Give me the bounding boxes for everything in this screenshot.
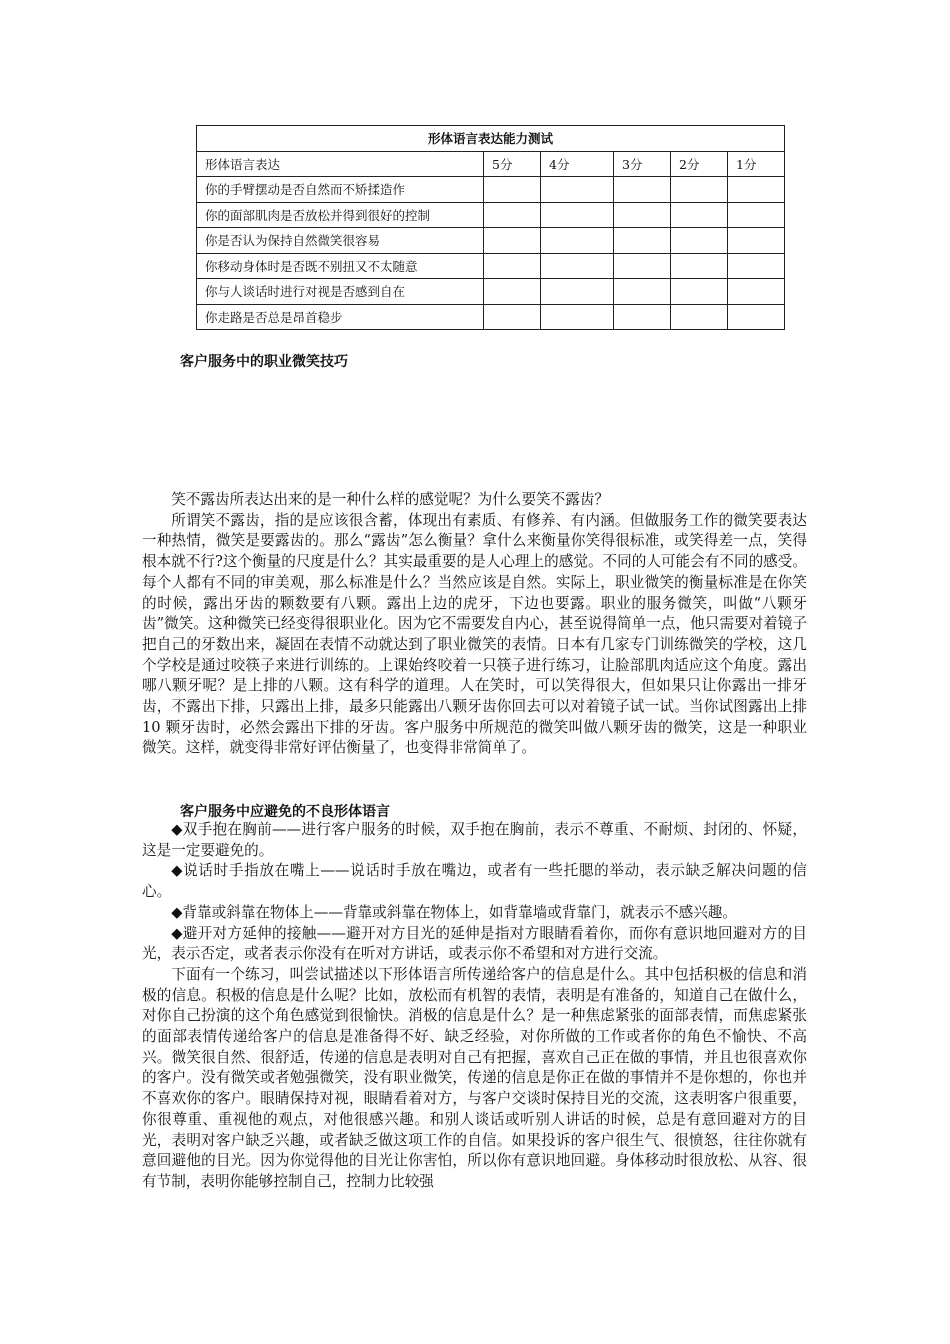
section-body-smile	[142, 490, 807, 759]
row-question: 你的手臂摆动是否自然而不矫揉造作	[197, 177, 484, 203]
score-cell	[614, 177, 671, 203]
header-item: 形体语言表达	[197, 151, 484, 177]
score-cell	[541, 228, 614, 254]
paragraph: ◆说话时手指放在嘴上——说话时手放在嘴边，或者有一些托腮的举动，表示缺乏解决问题的信心。	[142, 862, 807, 901]
score-cell	[484, 228, 541, 254]
score-cell	[671, 202, 728, 228]
paragraph: 下面有一个练习，叫尝试描述以下形体语言所传递给客户的信息是什么。其中包括积极的信息和消极的信息。积极的信息是什么呢？比如，放松而有机智的表情，表明是有准备的，知道自己在做什么，对你自己扮演的这个角色感觉到很愉快。消极的信息是什么？是一种焦虑紧张的面部表情，而焦虑紧张的面部表情传递给客户的信息是准备得不好、缺乏经验，对你所做的工作或者你的角色不愉快、不高兴。微笑很自然、很舒适，传递的信息是表明对自己有把握，喜欢自己正在做的事情，并且也很喜欢你的客户。没有微笑或者勉强微笑，没有职业微笑，传递的信息是你正在做的事情并不是你想的，你也并不喜欢你的客户。眼睛保持对视，眼睛看着对方，与客户交谈时保持目光的交流，这表明客户很重要，你很尊重、重视他的观点，对他很感兴趣。和别人谈话或听别人讲话的时候，总是有意回避对方的目光，表明对客户缺乏兴趣，或者缺乏做这项工作的自信。如果投诉的客户很生气、很愤怒，往往你就有意回避他的目光。因为你觉得他的目光让你害怕，所以你有意识地回避。身体移动时很放松、从容、很有节制，表明你能够控制自己，控制力比较强	[142, 965, 807, 1190]
score-cell	[541, 253, 614, 279]
score-cell	[671, 304, 728, 330]
score-cell	[541, 279, 614, 305]
score-cell	[614, 228, 671, 254]
table-row	[197, 253, 785, 279]
score-cell	[484, 202, 541, 228]
row-question: 你移动身体时是否既不别扭又不太随意	[197, 253, 484, 279]
score-cell	[728, 304, 785, 330]
score-cell	[614, 202, 671, 228]
row-question: 你是否认为保持自然微笑很容易	[197, 228, 484, 254]
section-body-bad-body-language	[142, 820, 807, 1193]
score-cell	[614, 279, 671, 305]
score-cell	[614, 304, 671, 330]
section-heading-bad-body-language: 客户服务中应避免的不良形体语言	[180, 804, 390, 820]
score-cell	[671, 177, 728, 203]
score-cell	[671, 253, 728, 279]
header-score-4: 4分	[541, 151, 614, 177]
table-row	[197, 202, 785, 228]
header-score-2: 2分	[671, 151, 728, 177]
score-cell	[614, 253, 671, 279]
table-header-row	[197, 151, 785, 177]
score-cell	[541, 177, 614, 203]
row-question: 你与人谈话时进行对视是否感到自在	[197, 279, 484, 305]
score-cell	[541, 202, 614, 228]
score-cell	[728, 228, 785, 254]
table-row	[197, 177, 785, 203]
section-heading-smile: 客户服务中的职业微笑技巧	[180, 354, 348, 370]
row-question: 你走路是否总是昂首稳步	[197, 304, 484, 330]
table-title: 形体语言表达能力测试	[197, 126, 785, 152]
header-score-3: 3分	[614, 151, 671, 177]
score-cell	[484, 177, 541, 203]
table-row	[197, 279, 785, 305]
score-cell	[541, 304, 614, 330]
table-row	[197, 228, 785, 254]
paragraph: ◆避开对方延伸的接触——避开对方目光的延伸是指对方眼睛看着你，而你有意识地回避对方的目光，表示否定，或者表示你没有在听对方讲话，或表示你不希望和对方进行交流。	[142, 924, 807, 963]
score-cell	[728, 202, 785, 228]
score-cell	[728, 279, 785, 305]
row-question: 你的面部肌肉是否放松并得到很好的控制	[197, 202, 484, 228]
table-row	[197, 304, 785, 330]
score-cell	[671, 228, 728, 254]
header-score-5: 5分	[484, 151, 541, 177]
paragraph: ◆背靠或斜靠在物体上——背靠或斜靠在物体上，如背靠墙或背靠门，就表示不感兴趣。	[171, 903, 737, 921]
score-cell	[671, 279, 728, 305]
table-title-row	[197, 126, 785, 152]
score-cell	[484, 253, 541, 279]
paragraph: 所谓笑不露齿，指的是应该很含蓄，体现出有素质、有修养、有内涵。但做服务工作的微笑要表达一种热情，微笑是要露齿的。那么“露齿”怎么衡量？拿什么来衡量你笑得很标准，或笑得差一点，笑得根本就不行?这个衡量的尺度是什么？其实最重要的是人心理上的感觉。不同的人可能会有不同的感受。每个人都有不同的审美观，那么标准是什么？当然应该是自然。实际上，职业微笑的衡量标准是在你笑的时候，露出牙齿的颗数要有八颗。露出上边的虎牙，下边也要露。职业的服务微笑，叫做“八颗牙齿”微笑。这种微笑已经变得很职业化。因为它不需要发自内心，甚至说得简单一点，他只需要对着镜子把自己的牙数出来，凝固在表情不动就达到了职业微笑的表情。日本有几家专门训练微笑的学校，这几个学校是通过咬筷子来进行训练的。上课始终咬着一只筷子进行练习，让脸部肌肉适应这个角度。露出哪八颗牙呢？是上排的八颗。这有科学的道理。人在笑时，可以笑得很大，但如果只让你露出一排牙齿，不露出下排，只露出上排，最多只能露出八颗牙齿你回去可以对着镜子试一试。当你试图露出上排 10 颗牙齿时，必然会露出下排的牙齿。客户服务中所规范的微笑叫做八颗牙齿的微笑，这是一种职业微笑。这样，就变得非常好评估衡量了，也变得非常简单了。	[142, 511, 807, 757]
score-cell	[728, 253, 785, 279]
score-cell	[484, 304, 541, 330]
paragraph: ◆双手抱在胸前——进行客户服务的时候，双手抱在胸前，表示不尊重、不耐烦、封闭的、怀疑，这是一定要避免的。	[142, 821, 807, 859]
paragraph: 笑不露齿所表达出来的是一种什么样的感觉呢？为什么要笑不露齿？	[171, 491, 610, 508]
body-language-test-table	[196, 125, 785, 330]
score-cell	[728, 177, 785, 203]
header-score-1: 1分	[728, 151, 785, 177]
score-cell	[484, 279, 541, 305]
